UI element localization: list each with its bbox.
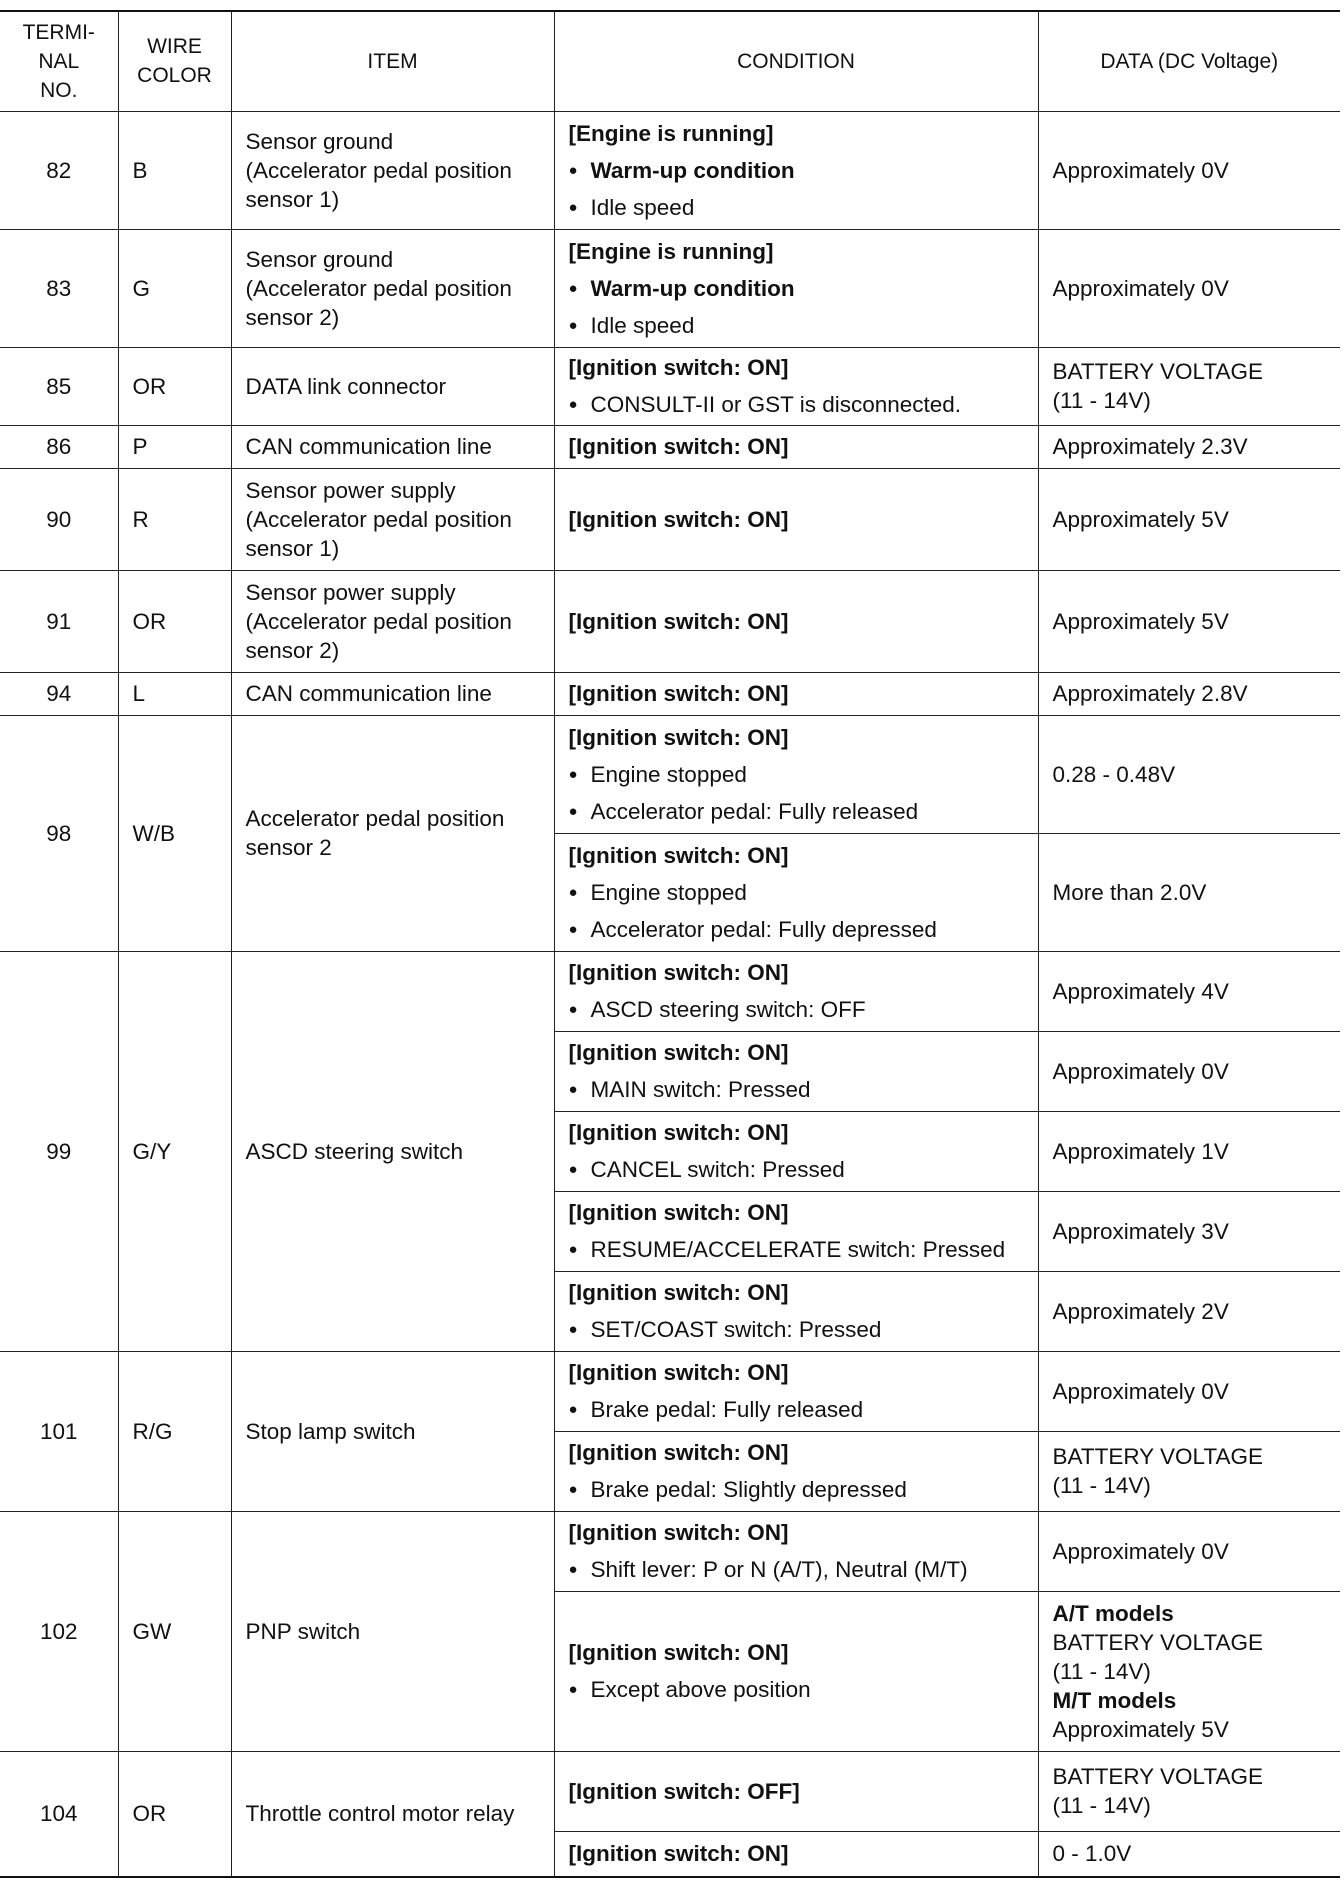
item-description: Stop lamp switch — [245, 1418, 416, 1444]
voltage-value: BATTERY VOLTAGE — [1052, 1629, 1263, 1655]
header-terminal-no: TERMI- NAL NO. — [0, 11, 118, 111]
condition-title: [Ignition switch: ON] — [568, 1640, 789, 1665]
item-cell — [231, 1351, 554, 1511]
wire-color: G/Y — [132, 1138, 172, 1164]
terminal-number-cell — [0, 570, 118, 672]
condition-title: [Ignition switch: OFF] — [568, 1778, 800, 1804]
condition-bullet: ● Brake pedal: Fully released — [569, 1395, 1024, 1424]
wire-color-cell — [118, 1511, 231, 1751]
terminal-number-cell — [0, 1751, 118, 1877]
condition-cell — [554, 1351, 1038, 1431]
terminal-number-cell — [0, 672, 118, 715]
header-condition: CONDITION — [554, 11, 1038, 111]
condition-bullet: ● SET/COAST switch: Pressed — [569, 1315, 1024, 1344]
terminal-number: 86 — [46, 434, 72, 459]
data-voltage-cell — [1038, 425, 1340, 468]
voltage-value: 0.28 - 0.48V — [1052, 761, 1176, 787]
voltage-value: Approximately 3V — [1052, 1218, 1229, 1244]
voltage-value: Approximately 0V — [1052, 1378, 1229, 1404]
condition-title: [Ignition switch: ON] — [568, 1440, 789, 1465]
condition-title: [Ignition switch: ON] — [568, 1040, 789, 1065]
condition-bullet: ● CONSULT-II or GST is disconnected. — [569, 390, 1024, 419]
condition-cell — [554, 1831, 1038, 1877]
voltage-value: Approximately 4V — [1052, 978, 1229, 1004]
terminal-number-cell — [0, 111, 118, 229]
item-description: DATA link connector — [245, 373, 447, 399]
condition-title: [Engine is running] — [568, 120, 774, 146]
condition-cell — [554, 1191, 1038, 1271]
table-row — [0, 1751, 1340, 1831]
terminal-number: 82 — [46, 157, 72, 183]
condition-bullet: ● ASCD steering switch: OFF — [569, 995, 1024, 1024]
condition-cell — [554, 833, 1038, 951]
condition-cell — [554, 1511, 1038, 1591]
data-voltage-cell — [1038, 1271, 1340, 1351]
terminal-number-cell — [0, 425, 118, 468]
condition-bullet: ● Brake pedal: Slightly depressed — [569, 1475, 1024, 1504]
condition-title: [Ignition switch: ON] — [568, 842, 789, 868]
table-row — [0, 1511, 1340, 1591]
item-cell — [231, 715, 554, 951]
item-description: PNP switch — [245, 1618, 361, 1644]
condition-bullet: ● Warm-up condition — [569, 156, 1024, 185]
data-voltage-cell — [1038, 570, 1340, 672]
wire-color-cell — [118, 1351, 231, 1511]
terminal-number: 102 — [39, 1618, 78, 1644]
voltage-value: Approximately 0V — [1052, 1538, 1229, 1564]
condition-bullet: ● Except above position — [569, 1675, 1024, 1704]
data-voltage-cell — [1038, 1031, 1340, 1111]
condition-bullet: ● Accelerator pedal: Fully depressed — [569, 915, 1024, 944]
item-cell — [231, 672, 554, 715]
table-row — [0, 347, 1340, 425]
condition-title: [Ignition switch: ON] — [568, 1520, 789, 1545]
condition-cell — [554, 1111, 1038, 1191]
condition-title: [Engine is running] — [568, 238, 774, 264]
terminal-number: 91 — [46, 608, 72, 634]
terminal-number: 94 — [46, 681, 72, 706]
data-voltage-cell — [1038, 715, 1340, 833]
data-voltage-cell — [1038, 1591, 1340, 1751]
data-voltage-cell — [1038, 1511, 1340, 1591]
condition-title: [Ignition switch: ON] — [568, 960, 789, 985]
wire-color-cell — [118, 229, 231, 347]
voltage-value: (11 - 14V) — [1052, 1793, 1151, 1818]
item-description: CAN communication line — [245, 681, 492, 706]
condition-bullet: ● Idle speed — [569, 311, 1024, 340]
terminal-number-cell — [0, 951, 118, 1351]
voltage-value: (11 - 14V) — [1052, 1473, 1151, 1498]
data-voltage-cell — [1038, 111, 1340, 229]
data-voltage-cell — [1038, 468, 1340, 570]
condition-title: [Ignition switch: ON] — [568, 1360, 789, 1385]
condition-cell — [554, 229, 1038, 347]
data-voltage-cell — [1038, 1111, 1340, 1191]
condition-cell — [554, 468, 1038, 570]
terminal-number-cell — [0, 1351, 118, 1511]
item-cell — [231, 229, 554, 347]
wire-color: R — [132, 506, 149, 532]
condition-title: [Ignition switch: ON] — [568, 1200, 789, 1225]
header-item: ITEM — [231, 11, 554, 111]
header-wire-color: WIRE COLOR — [118, 11, 231, 111]
terminal-table-wrapper — [0, 10, 1340, 1878]
condition-title: [Ignition switch: ON] — [568, 681, 789, 706]
condition-cell — [554, 111, 1038, 229]
condition-cell — [554, 1751, 1038, 1831]
wire-color: R/G — [132, 1418, 173, 1444]
condition-title: [Ignition switch: ON] — [568, 724, 789, 750]
terminal-number: 101 — [39, 1418, 78, 1444]
condition-title: [Ignition switch: ON] — [568, 608, 789, 634]
voltage-value: BATTERY VOLTAGE — [1052, 1764, 1263, 1789]
terminal-number: 104 — [39, 1801, 78, 1827]
terminal-number: 98 — [46, 820, 72, 846]
wire-color-cell — [118, 425, 231, 468]
item-cell — [231, 951, 554, 1351]
table-row — [0, 425, 1340, 468]
wire-color: OR — [132, 1801, 167, 1827]
data-voltage-cell — [1038, 229, 1340, 347]
voltage-value: A/T models — [1052, 1600, 1174, 1626]
condition-cell — [554, 1031, 1038, 1111]
voltage-value: More than 2.0V — [1052, 879, 1207, 905]
wire-color-cell — [118, 1751, 231, 1877]
terminal-number-cell — [0, 468, 118, 570]
ecm-terminal-table — [0, 10, 1340, 1878]
condition-bullet: ● MAIN switch: Pressed — [569, 1075, 1024, 1104]
voltage-value: Approximately 2V — [1052, 1298, 1229, 1324]
header-row — [0, 11, 1340, 111]
voltage-value: Approximately 1V — [1052, 1138, 1229, 1164]
voltage-value: (11 - 14V) — [1052, 1658, 1151, 1684]
item-cell — [231, 1751, 554, 1877]
voltage-value: Approximately 2.3V — [1052, 434, 1248, 459]
terminal-number: 83 — [46, 275, 72, 301]
condition-bullet: ● Shift lever: P or N (A/T), Neutral (M/T) — [569, 1555, 1024, 1584]
wire-color-cell — [118, 672, 231, 715]
table-body — [0, 111, 1340, 1877]
condition-cell — [554, 672, 1038, 715]
item-description: Sensor power supply (Accelerator pedal position sensor 1) — [245, 477, 512, 561]
condition-cell — [554, 1271, 1038, 1351]
wire-color-cell — [118, 347, 231, 425]
condition-cell — [554, 715, 1038, 833]
wire-color-cell — [118, 951, 231, 1351]
item-description: ASCD steering switch — [245, 1138, 464, 1164]
wire-color: GW — [132, 1618, 172, 1644]
item-cell — [231, 347, 554, 425]
data-voltage-cell — [1038, 1351, 1340, 1431]
voltage-value: M/T models — [1052, 1687, 1177, 1713]
wire-color: L — [132, 681, 146, 706]
condition-title: [Ignition switch: ON] — [568, 434, 789, 459]
terminal-number-cell — [0, 1511, 118, 1751]
condition-bullet: ● RESUME/ACCELERATE switch: Pressed — [569, 1235, 1024, 1264]
item-description: CAN communication line — [245, 434, 492, 459]
wire-color: G — [132, 275, 151, 301]
condition-cell — [554, 570, 1038, 672]
terminal-number-cell — [0, 347, 118, 425]
table-row — [0, 468, 1340, 570]
condition-bullet: ● Engine stopped — [569, 760, 1024, 789]
item-cell — [231, 425, 554, 468]
voltage-value: (11 - 14V) — [1052, 388, 1151, 413]
terminal-number-cell — [0, 715, 118, 951]
data-voltage-cell — [1038, 833, 1340, 951]
voltage-value: 0 - 1.0V — [1052, 1841, 1132, 1867]
data-voltage-cell — [1038, 1751, 1340, 1831]
wire-color: OR — [132, 373, 167, 399]
condition-bullet: ● Engine stopped — [569, 878, 1024, 907]
voltage-value: Approximately 0V — [1052, 1058, 1229, 1084]
item-description: Sensor ground (Accelerator pedal position sensor 2) — [245, 246, 512, 330]
item-cell — [231, 111, 554, 229]
condition-cell — [554, 425, 1038, 468]
condition-title: [Ignition switch: ON] — [568, 1841, 789, 1867]
condition-title: [Ignition switch: ON] — [568, 1120, 789, 1145]
item-description: Sensor ground (Accelerator pedal position sensor 1) — [245, 128, 512, 212]
table-row — [0, 951, 1340, 1031]
wire-color: OR — [132, 608, 167, 634]
voltage-value: Approximately 5V — [1052, 1716, 1229, 1742]
item-description: Accelerator pedal position sensor 2 — [245, 806, 505, 860]
condition-cell — [554, 347, 1038, 425]
terminal-number: 99 — [46, 1138, 72, 1164]
voltage-value: Approximately 0V — [1052, 157, 1229, 183]
data-voltage-cell — [1038, 1191, 1340, 1271]
condition-title: [Ignition switch: ON] — [568, 506, 789, 532]
wire-color-cell — [118, 111, 231, 229]
voltage-value: BATTERY VOLTAGE — [1052, 359, 1263, 384]
item-description: Throttle control motor relay — [245, 1801, 515, 1827]
table-row — [0, 111, 1340, 229]
data-voltage-cell — [1038, 1831, 1340, 1877]
condition-title: [Ignition switch: ON] — [568, 355, 789, 380]
voltage-value: Approximately 5V — [1052, 608, 1229, 634]
header-data-dc-voltage: DATA (DC Voltage) — [1038, 11, 1340, 111]
item-description: Sensor power supply (Accelerator pedal position sensor 2) — [245, 579, 512, 663]
condition-bullet: ● CANCEL switch: Pressed — [569, 1155, 1024, 1184]
table-row — [0, 570, 1340, 672]
terminal-number: 85 — [46, 373, 72, 399]
terminal-number-cell — [0, 229, 118, 347]
terminal-number: 90 — [46, 506, 72, 532]
voltage-value: BATTERY VOLTAGE — [1052, 1444, 1263, 1469]
table-row — [0, 672, 1340, 715]
table-header — [0, 11, 1340, 111]
item-cell — [231, 1511, 554, 1751]
wire-color-cell — [118, 715, 231, 951]
voltage-value: Approximately 0V — [1052, 275, 1229, 301]
wire-color: B — [132, 157, 148, 183]
voltage-value: Approximately 2.8V — [1052, 681, 1248, 706]
wire-color-cell — [118, 570, 231, 672]
data-voltage-cell — [1038, 347, 1340, 425]
condition-bullet: ● Accelerator pedal: Fully released — [569, 797, 1024, 826]
wire-color: W/B — [132, 820, 175, 846]
item-cell — [231, 570, 554, 672]
table-row — [0, 715, 1340, 833]
data-voltage-cell — [1038, 1431, 1340, 1511]
voltage-value: Approximately 5V — [1052, 506, 1229, 532]
data-voltage-cell — [1038, 672, 1340, 715]
condition-bullet: ● Warm-up condition — [569, 274, 1024, 303]
table-row — [0, 229, 1340, 347]
table-row — [0, 1351, 1340, 1431]
condition-cell — [554, 951, 1038, 1031]
wire-color: P — [132, 434, 148, 459]
condition-cell — [554, 1591, 1038, 1751]
condition-cell — [554, 1431, 1038, 1511]
item-cell — [231, 468, 554, 570]
condition-bullet: ● Idle speed — [569, 193, 1024, 222]
data-voltage-cell — [1038, 951, 1340, 1031]
wire-color-cell — [118, 468, 231, 570]
condition-title: [Ignition switch: ON] — [568, 1280, 789, 1305]
